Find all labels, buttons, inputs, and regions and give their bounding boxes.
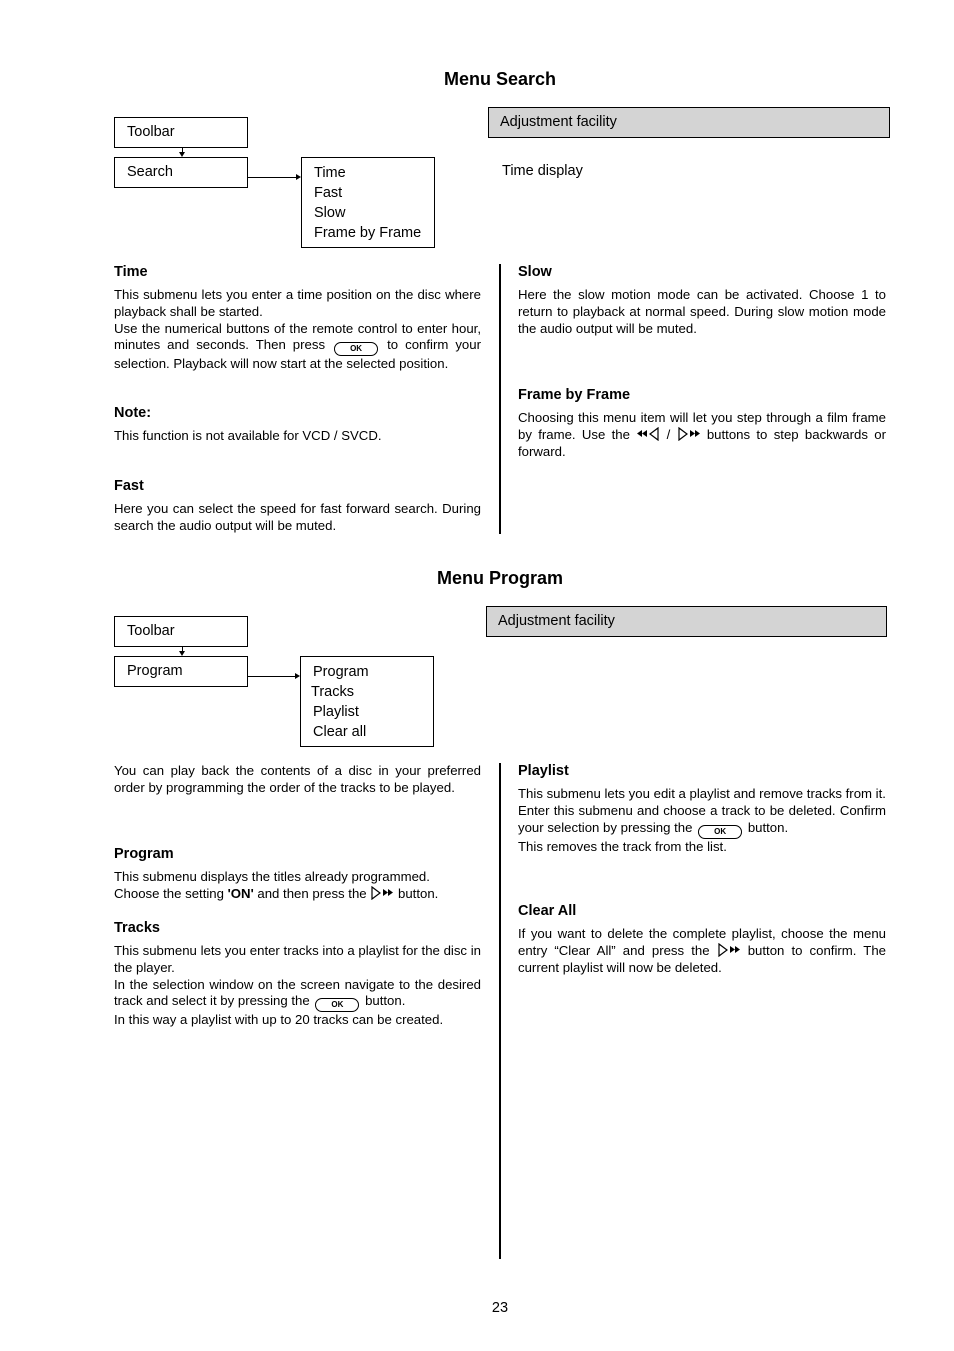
playlist-text-2a: Enter this submenu and choose a track to be deleted. Confirm your selection by pressing the [518,802,886,835]
program-intro: You can play back the contents of a disc in your preferred order by programming the order of the tracks to be played. [114,763,481,795]
page-number: 23 [491,1300,509,1316]
playlist-text-1: This submenu lets you edit a playlist and remove tracks from it. [518,786,886,801]
option-tracks: Tracks [311,684,354,700]
option-time: Time [314,165,346,181]
program-text-1: This submenu displays the titles already programmed. [114,869,430,884]
time-text-2b: to confirm your selection. Playback will now start at the selected position. [114,337,481,372]
frame-by-frame-paragraph [518,410,886,460]
tracks-text-1: This submenu lets you enter tracks into a playlist for the disc in the player. [114,943,481,975]
option-playlist: Playlist [313,704,359,720]
search-options-box [301,157,435,248]
play-forward-icon [370,886,394,900]
frame-text-b: buttons to step backwards or forward. [518,426,886,459]
ok-button-icon: OK [334,342,378,356]
fast-heading: Fast [114,478,144,494]
time-heading: Time [114,264,148,280]
connector-line [248,676,297,677]
option-frame-by-frame: Frame by Frame [314,225,422,241]
column-divider [499,763,501,1259]
note-text: This function is not available for VCD / SVCD. [114,428,382,443]
time-paragraph [114,287,481,373]
playlist-paragraph [518,786,886,855]
time-display-label: Time display [502,163,583,179]
option-slow: Slow [314,205,346,221]
playlist-text-3: This removes the track from the list. [518,838,727,854]
frame-by-frame-heading: Frame by Frame [518,387,631,403]
menu-search-title: Menu Search [443,69,557,89]
playlist-heading: Playlist [518,763,569,779]
clear-all-heading: Clear All [518,903,577,919]
ok-button-icon: OK [315,998,359,1012]
column-divider [499,264,501,534]
slow-text: Here the slow motion mode can be activated. Choose 1 to return to playback at normal speed. During slow motion mode the audio output will be muted. [518,287,886,336]
program-text-2b: and then press the [257,885,367,901]
clear-all-paragraph [518,926,886,976]
tracks-text-2a: In the selection window on the screen navigate to the desired track and select it by pressing the [114,976,481,1009]
option-clear-all: Clear all [313,724,367,740]
clear-all-text-b: button to confirm. The current playlist will now be deleted. [518,942,887,975]
toolbar-box: Toolbar [114,616,248,647]
adjustment-facility-header: Adjustment facility [486,606,887,637]
toolbar-box: Toolbar [114,117,248,148]
note-heading: Note: [114,405,152,421]
forward-frame-icon [677,427,701,441]
option-program: Program [313,664,369,680]
ok-button-icon: OK [698,825,742,839]
program-text-2c: button. [397,885,439,901]
play-forward-icon [717,943,741,957]
adjustment-facility-header: Adjustment facility [488,107,890,138]
search-box: Search [114,157,248,188]
playlist-text-2b: button. [747,819,789,835]
fast-text: Here you can select the speed for fast forward search. During search the audio output will be muted. [114,501,481,533]
connector-line [248,177,298,178]
program-heading: Program [114,846,174,862]
program-paragraph [114,869,481,903]
tracks-text-3: In this way a playlist with up to 20 tracks can be created. [114,1012,444,1028]
program-box: Program [114,656,248,687]
program-on-setting: 'ON' [227,885,254,901]
program-options-box [300,656,434,747]
frame-text-sep: / [666,426,671,442]
time-text-1: This submenu lets you enter a time position on the disc where playback shall be started. [114,287,481,319]
slow-heading: Slow [518,264,552,280]
rewind-frame-icon [636,427,660,441]
clear-all-text-a: If you want to delete the complete playlist, choose the menu entry “Clear All” and press the [518,926,886,958]
tracks-paragraph [114,943,481,1029]
tracks-heading: Tracks [114,920,160,936]
frame-text-a: Choosing this menu item will let you step through a film frame by frame. Use the [518,410,886,442]
program-text-2a: Choose the setting [114,885,224,901]
option-fast: Fast [314,185,343,201]
time-text-2a: Use the numerical buttons of the remote control to enter hour, minutes and seconds. Then press [114,320,481,353]
menu-program-title: Menu Program [436,568,564,588]
tracks-text-2b: button. [365,993,406,1009]
